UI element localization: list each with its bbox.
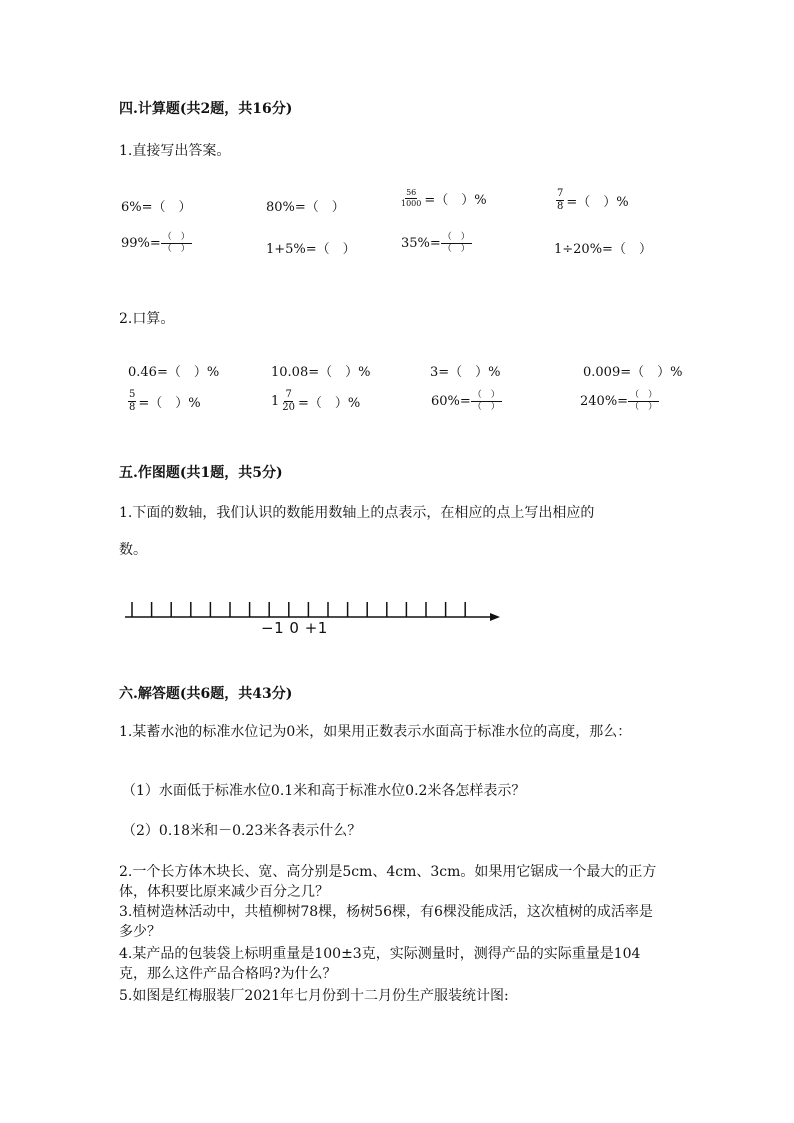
paren-fraction [628,391,659,412]
question-6-1-part-2: （2）0.18米和－0.23米各表示什么？ [122,823,362,839]
question-6-1: 1.某蓄水池的标准水位记为0米，如果用正数表示水面高于标准水位的高度，那么： [119,724,632,740]
calc-item: 0.46=（ ）% [128,365,220,380]
fraction [128,390,136,413]
calc-item [554,189,629,212]
calc-prefix: 35%= [401,236,441,251]
section-6-title: 六.解答题(共6题，共43分) [119,686,293,702]
section-4-title: 四.计算题(共2题，共16分) [119,101,293,117]
calc-answer-blank: =（ ）% [298,396,361,411]
question-5-1-line1: 1.下面的数轴，我们认识的数能用数轴上的点表示，在相应的点上写出相应的 [119,505,595,521]
fraction [556,189,564,212]
calc-answer-blank: =（ ）% [138,396,201,411]
fraction-numerator: （ ） [630,390,658,400]
calc-item [398,189,487,208]
fraction-denominator: （ ） [472,402,500,412]
calc-item [121,233,192,254]
fraction-numerator: 7 [285,389,292,400]
question-6-4: 4.某产品的包装袋上标明重量是100±3克，实际测量时，测得产品的实际重量是104克，那么这件产品合格吗?为什么？ [119,946,641,982]
calc-item: 6%=（ ） [121,200,192,215]
question-6-2: 2.一个长方体木块长、宽、高分别是5cm、4cm、3cm。如果用它锯成一个最大的正方体，体积要比原来减少百分之几？ [119,864,657,900]
calc-item: 1÷20%=（ ） [554,242,652,257]
paren-fraction [441,233,472,254]
calc-item [401,233,472,254]
fraction-numerator: （ ） [162,232,190,242]
question-6-1-part-1: （1）水面低于标准水位0.1米和高于标准水位0.2米各怎样表示？ [122,783,526,799]
fraction-numerator: （ ） [442,232,470,242]
fraction-denominator: 8 [557,201,564,212]
calc-item [580,391,659,412]
fraction-numerator: 5 [129,389,136,400]
fraction-numerator: 7 [557,188,564,199]
calc-answer-blank: =（ ）% [424,193,487,208]
calc-prefix: 99%= [121,236,161,251]
fraction-denominator: （ ） [442,244,470,254]
number-line-labels: −1 0 +1 [261,619,328,637]
fraction-denominator: 1000 [401,199,422,208]
fraction-denominator: 20 [282,402,296,413]
calc-item: 10.08=（ ）% [271,365,371,380]
calc-item: 1+5%=（ ） [266,242,356,257]
question-4-2-prompt: 2.口算。 [119,311,175,327]
calc-item: 80%=（ ） [266,200,345,215]
calc-item [126,390,201,413]
paren-fraction [471,391,502,412]
calc-prefix: 60%= [431,394,471,409]
mixed-number-whole: 1 [271,394,280,409]
calc-item [431,391,502,412]
calc-item: 0.009=（ ）% [583,365,683,380]
calc-answer-blank: =（ ）% [566,195,629,210]
question-5-1-line2: 数。 [119,542,147,558]
number-line-ticks [132,602,465,617]
question-6-3: 3.植树造林活动中，共植柳树78棵，杨树56棵，有6棵没能成活，这次植树的成活率是多少？ [119,904,653,940]
fraction-numerator: （ ） [472,390,500,400]
calc-item: 3=（ ）% [430,365,501,380]
fraction [400,189,422,208]
calc-item [271,390,360,413]
fraction [281,390,296,413]
fraction-denominator: 8 [129,402,136,413]
question-4-1-prompt: 1.直接写出答案。 [119,143,231,159]
fraction-numerator: 56 [406,188,417,197]
question-6-5: 5.如图是红梅服装厂2021年七月份到十二月份生产服装统计图: [119,988,509,1004]
calc-prefix: 240%= [580,394,629,409]
fraction-denominator: （ ） [162,244,190,254]
paren-fraction [161,233,192,254]
fraction-denominator: （ ） [630,402,658,412]
section-5-title: 五.作图题(共1题，共5分) [119,465,283,481]
